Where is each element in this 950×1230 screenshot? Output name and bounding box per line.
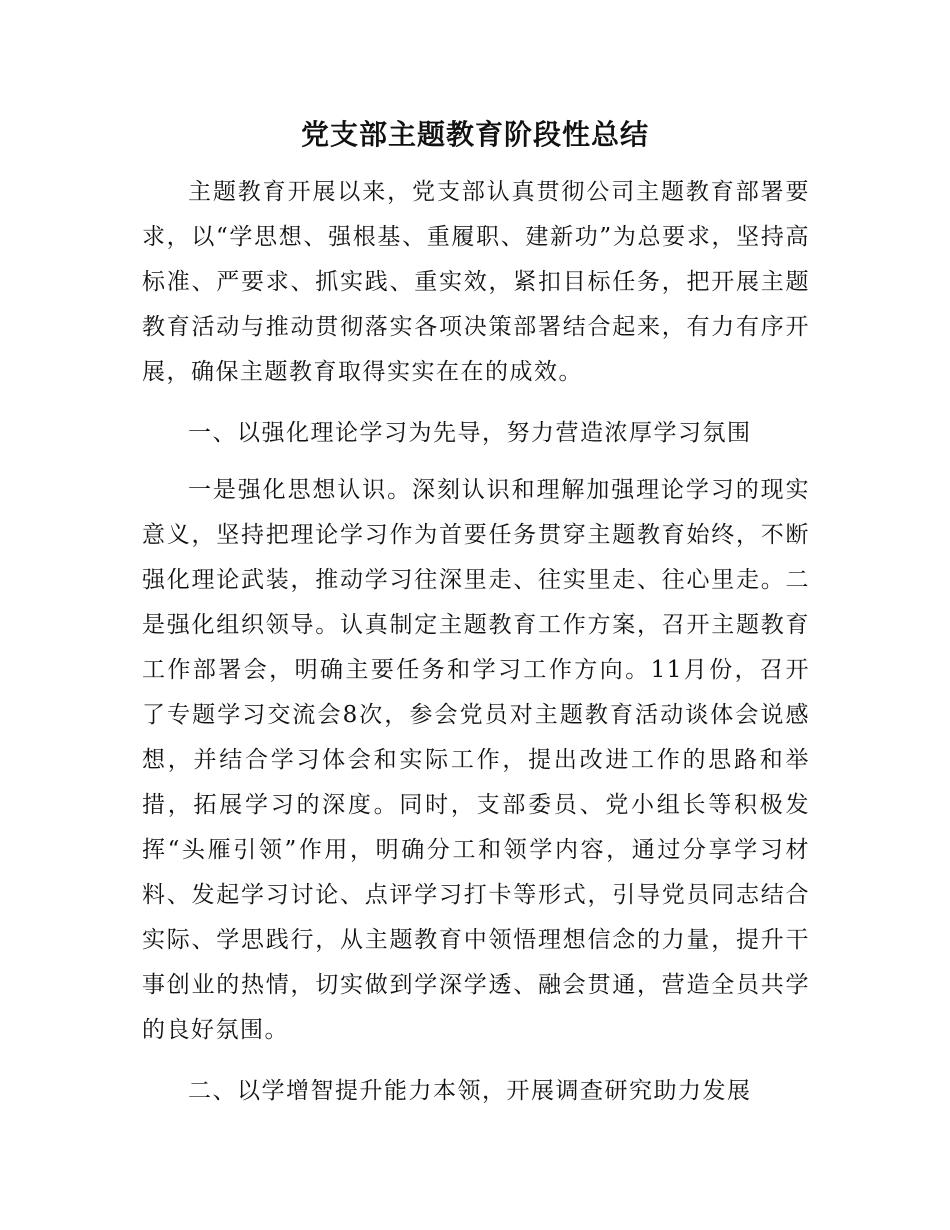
document-title: 党支部主题教育阶段性总结 — [300, 118, 649, 151]
intro-paragraph: 主题教育开展以来，党支部认真贯彻公司主题教育部署要求，以“学思想、强根基、重履职、建新功”为总要求，坚持高标准、严要求、抓实践、重实效，紧扣目标任务，把开展主题教育活动与推动贯彻落实各项决策部署结合起来，有力有序开展，确保主题教育取得实实在在的成效。 — [142, 179, 810, 385]
section-1-paragraph: 一是强化思想认识。深刻认识和理解加强理论学习的现实意义，坚持把理论学习作为首要任务贯穿主题教育始终，不断强化理论武装，推动学习往深里走、往实里走、往心里走。二是强化组织领导。认真制定主题教育工作方案，召开主题教育工作部署会，明确主要任务和学习工作方向。11月份，召开了专题学习交流会8次，参会党员对主题教育活动谈体会说感想，并结合学习体会和实际工作，提出改进工作的思路和举措，拓展学习的深度。同时，支部委员、党小组长等积极发挥“头雁引领”作用，明确分工和领学内容，通过分享学习材料、发起学习讨论、点评学习打卡等形式，引导党员同志结合实际、学思践行，从主题教育中领悟理想信念的力量，提升干事创业的热情，切实做到学深学透、融会贯通，营造全员共学的良好氛围。 — [142, 477, 810, 1043]
document-body — [142, 170, 810, 1126]
section-heading-2: 二、以学增智提升能力本领，开展调查研究助力发展 — [188, 1078, 752, 1104]
section-heading-1: 一、以强化理论学习为先导，努力营造浓厚学习氛围 — [188, 420, 752, 446]
